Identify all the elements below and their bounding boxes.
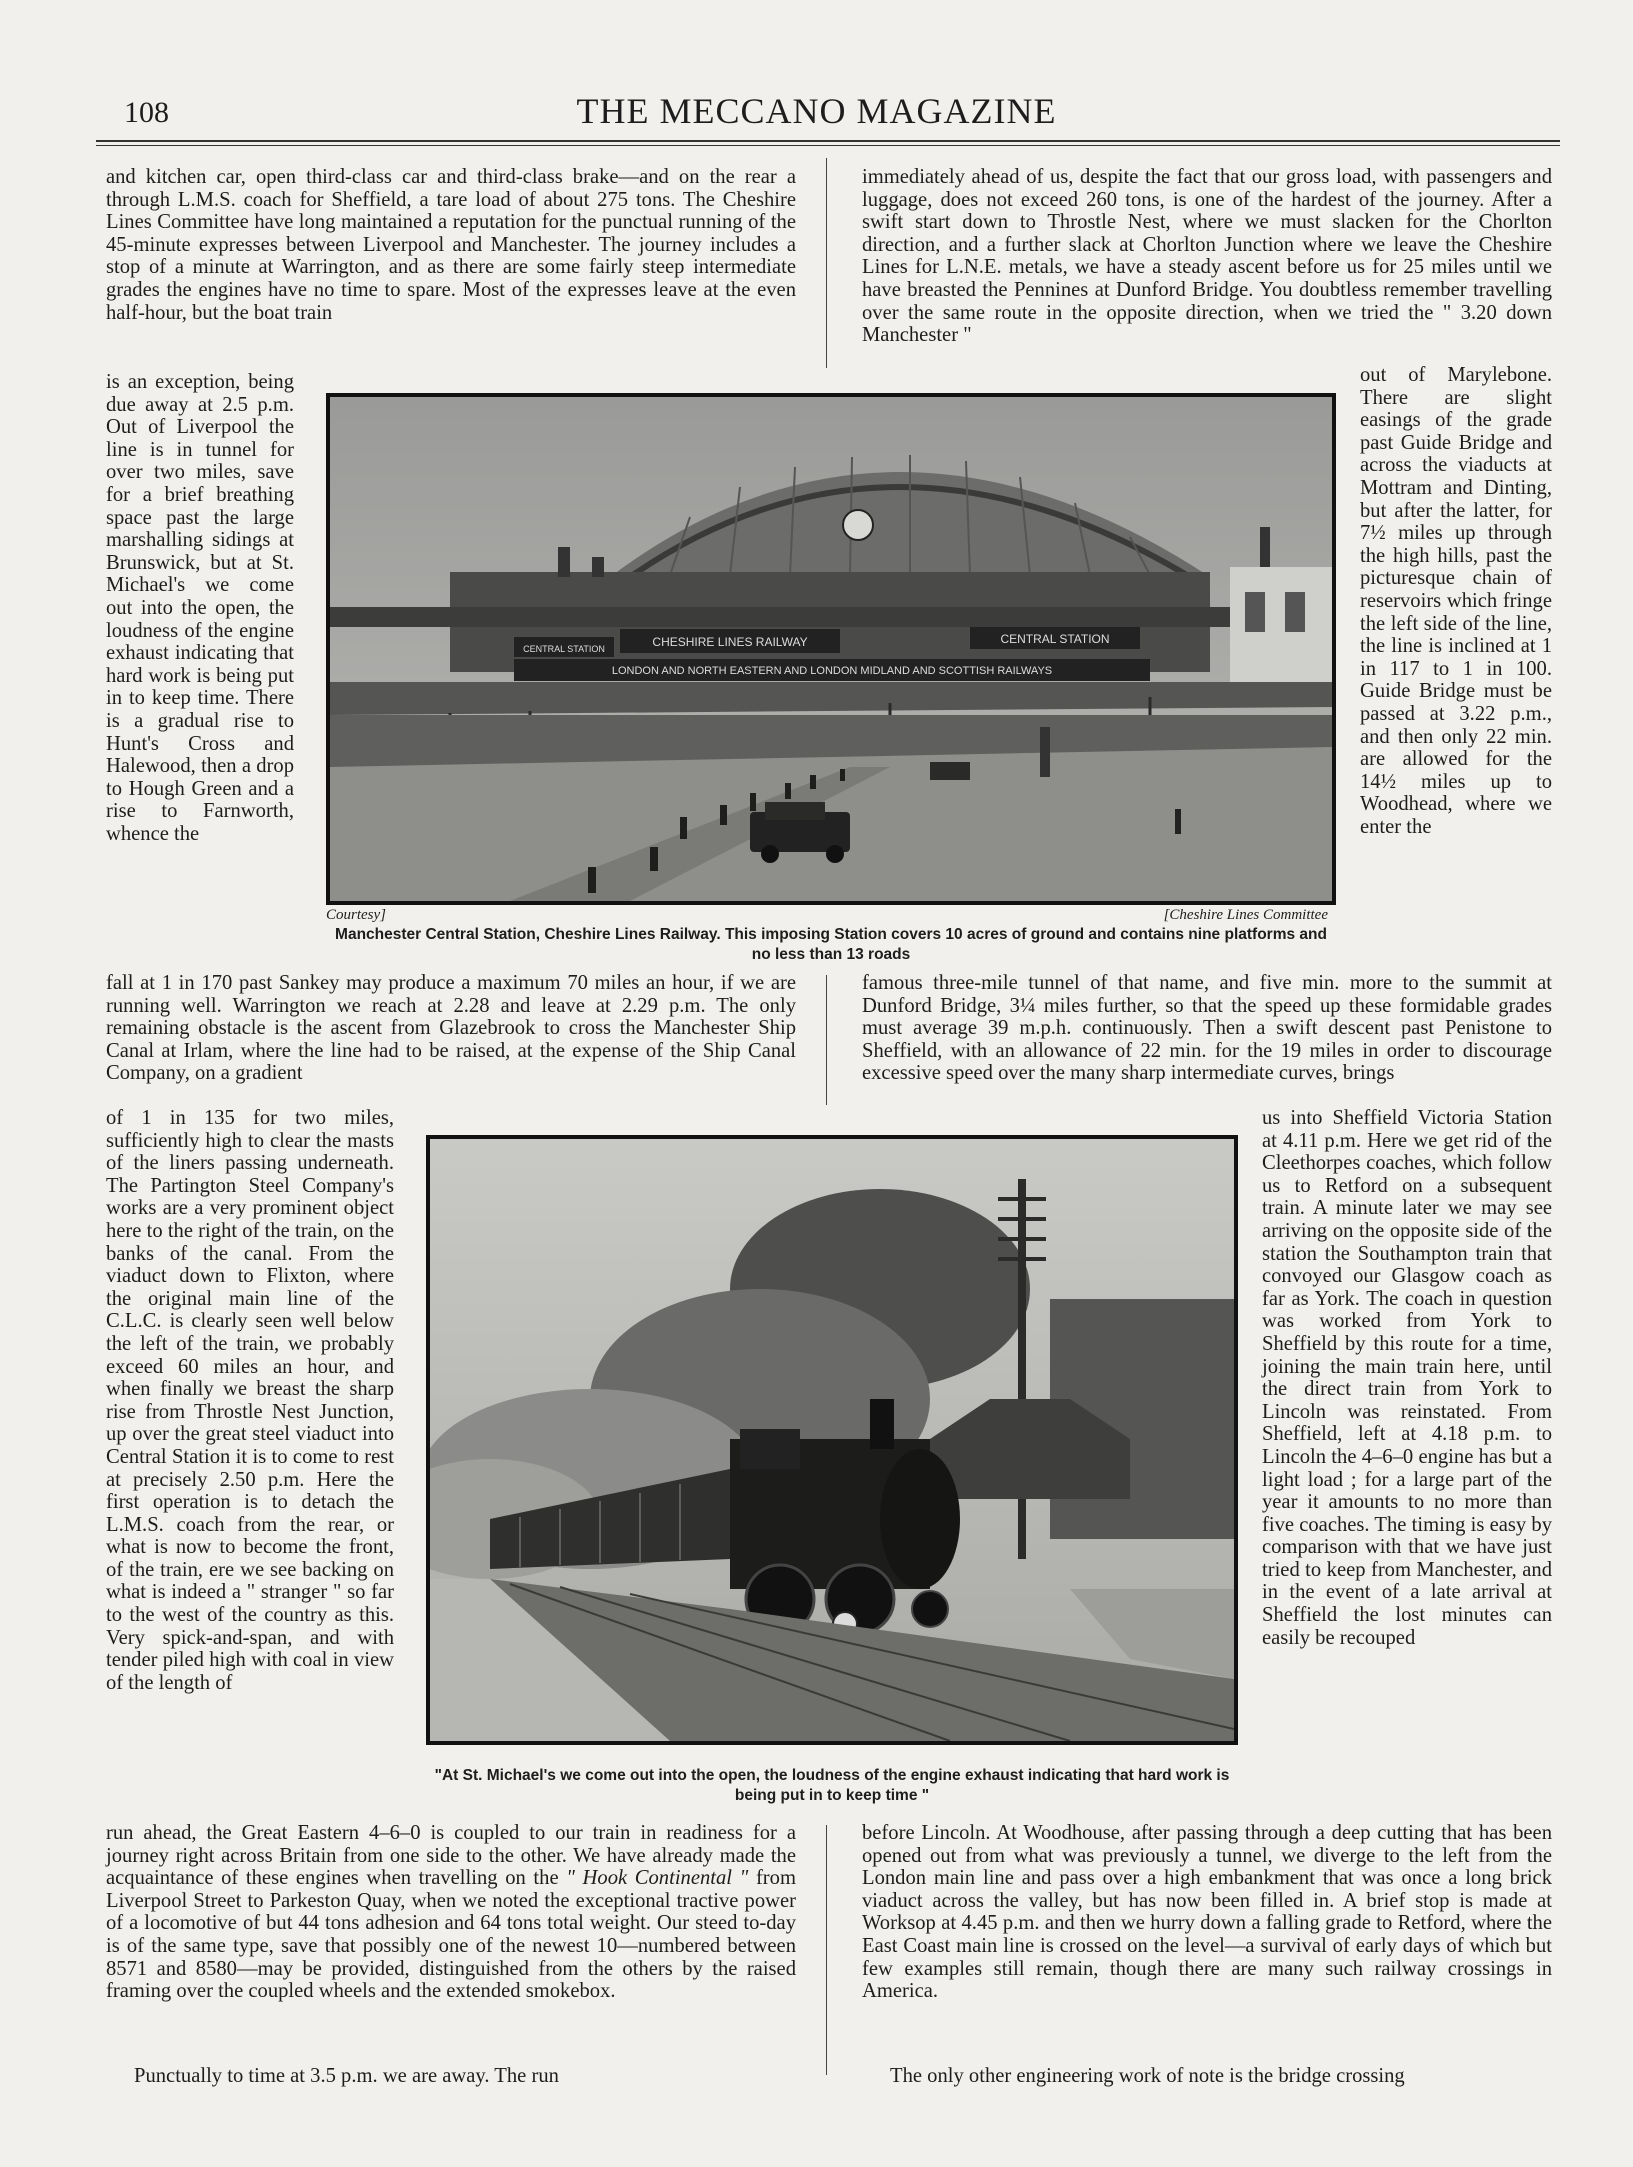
page-number: 108 bbox=[124, 96, 169, 129]
header-rule bbox=[96, 140, 1560, 142]
sign-central-station-left: CENTRAL STATION bbox=[523, 644, 605, 654]
sign-cheshire-lines: CHESHIRE LINES RAILWAY bbox=[652, 635, 808, 649]
station-illustration bbox=[330, 397, 1332, 901]
col1-paragraph-last: Punctually to time at 3.5 p.m. we are away. The run bbox=[134, 2065, 559, 2087]
header-rule-thin bbox=[96, 145, 1560, 146]
col2-paragraph-top: immediately ahead of us, despite the fact that our gross load, with passengers and luggage, does not exceed 260 tons, is one of the hardest of the journey. After a swift start down to Throstle Nest, where we must slacken for the Chorlton direction, and a further slack at Chorlton Junction where we leave the Cheshire Lines for L.N.E. metals, we have a steady ascent before us for 25 miles until we have breasted the Pennines at Dunford Bridge. You doubtless remember travelling over the same route in the opposite direction, when we tried the " 3.20 down Manchester " bbox=[862, 166, 1552, 347]
col1-wrap-text-1: is an exception, being due away at 2.5 p.m. Out of Liverpool the line is in tunnel for over two miles, save for a brief breathing space past the large marshalling sidings at Brunswick, but at St. Michael's we come out into the open, the loudness of the engine exhaust indicating that hard work is being put in to keep time. There is a gradual rise to Hunt's Cross and Halewood, then a drop to Hough Green and a rise to Farnworth, whence the bbox=[106, 371, 294, 845]
station-photo bbox=[326, 393, 1336, 905]
station-photo-caption: Manchester Central Station, Cheshire Lines Railway. This imposing Station covers 10 acres of ground and contains nine platforms and no less than 13 roads bbox=[335, 926, 1327, 963]
locomotive-photo bbox=[426, 1135, 1238, 1745]
sign-central-station-right: CENTRAL STATION bbox=[1000, 632, 1110, 646]
magazine-title: THE MECCANO MAGAZINE bbox=[576, 91, 1057, 131]
col2-paragraph-middle: famous three-mile tunnel of that name, and five min. more to the summit at Dunford Bridge, 3¼ miles further, so that the speed up these formidable grades must average 39 m.p.h. continuously. Then a swift descent past Penistone to Sheffield, with an allowance of 22 min. for the 19 miles in order to discourage excessive speed over the many sharp intermediate curves, brings bbox=[862, 972, 1552, 1085]
column-divider-middle bbox=[826, 975, 827, 1105]
locomotive-photo-caption: "At St. Michael's we come out into the open, the loudness of the engine exhaust indicating that hard work is being put in to keep time " bbox=[434, 1767, 1230, 1804]
col1-bottom-text-a: run ahead, the Great Eastern 4–6–0 is coupled to our train in readiness for a journey right across Britain from one side to the other. We have already made the acquaintance of these engines when travelling on the bbox=[106, 1822, 796, 1890]
col2-paragraph-bottom: before Lincoln. At Woodhouse, after passing through a deep cutting that has been opened out from what was previously a tunnel, we diverge to the left from the London main line and pass over a high embankment that was once a long brick viaduct across the valley, but has now been filled in. A brief stop is made at Worksop at 4.45 p.m. and then we hurry down a falling grade to Retford, where the East Coast main line is crossed on the level—a survival of early days of which but few examples still remain, though there are many such railway crossings in America. bbox=[862, 1822, 1552, 2003]
sign-railways: LONDON AND NORTH EASTERN AND LONDON MIDLAND AND SCOTTISH RAILWAYS bbox=[611, 665, 1053, 677]
col1-paragraph-bottom bbox=[106, 1822, 796, 2003]
photo-credit-courtesy: Courtesy] bbox=[326, 907, 386, 923]
col2-paragraph-last: The only other engineering work of note is the bridge crossing bbox=[890, 2065, 1405, 2087]
col2-wrap-text-1: out of Marylebone. There are slight easings of the grade past Guide Bridge and across the viaducts at Mottram and Dinting, but after the latter, for 7½ miles up through the high hills, past the picturesque chain of reservoirs which fringe the left side of the line, the line is inclined at 1 in 117 to 1 in 100. Guide Bridge must be passed at 3.22 p.m., and then only 22 min. are allowed for the 14½ miles up to Woodhead, where we enter the bbox=[1360, 364, 1552, 838]
locomotive-illustration bbox=[430, 1139, 1234, 1741]
photo-credit-source: [Cheshire Lines Committee bbox=[1163, 907, 1328, 923]
col1-paragraph-top: and kitchen car, open third-class car and third-class brake—and on the rear a through L.M.S. coach for Sheffield, a tare load of about 275 tons. The Cheshire Lines Committee have long maintained a reputation for the punctual running of the 45-minute expresses between Liverpool and Manchester. The journey includes a stop of a minute at Warrington, and as there are some fairly steep intermediate grades the engines have no time to spare. Most of the expresses leave at the even half-hour, but the boat train bbox=[106, 166, 796, 324]
clock-icon bbox=[843, 510, 873, 540]
col1-paragraph-middle: fall at 1 in 170 past Sankey may produce a maximum 70 miles an hour, if we are running well. Warrington we reach at 2.28 and leave at 2.29 p.m. The only remaining obstacle is the ascent from Glazebrook to cross the Manchester Ship Canal at Irlam, where the line had to be raised, at the expense of the Ship Canal Company, on a gradient bbox=[106, 972, 796, 1085]
col1-wrap-text-2: of 1 in 135 for two miles, sufficiently high to clear the masts of the liners passing underneath. The Partington Steel Company's works are a very prominent object here to the right of the train, on the banks of the canal. From the viaduct down to Flixton, where the original main line of the C.L.C. is clearly seen well below the left of the train, we probably exceed 60 miles an hour, and when finally we breast the sharp rise from Throstle Nest Junction, up over the great steel viaduct into Central Station it is to come to rest at precisely 2.50 p.m. Here the first operation is to detach the L.M.S. coach from the rear, or what is now to become the front, of the train, ere we see backing on what is indeed a " stranger " so far to the west of the country as this. Very spick-and-span, and with tender piled high with coal in view of the length of bbox=[106, 1107, 394, 1694]
col2-wrap-text-2: us into Sheffield Victoria Station at 4.11 p.m. Here we get rid of the Cleethorpes coaches, which follow us to Retford on a subsequent train. A minute later we may see arriving on the opposite side of the station the Southampton train that convoyed our Glasgow coach as far as York. The coach in question was worked from York to Sheffield by this route for a time, joining the main train here, until the direct train from York to Lincoln was reinstated. From Sheffield, left at 4.18 p.m. to Lincoln the 4–6–0 engine has but a light load ; for a large part of the year it amounts to no more than five coaches. The timing is easy by comparison with that we have just tried to keep from Manchester, and in the event of a late arrival at Sheffield the lost minutes can easily be recouped bbox=[1262, 1107, 1552, 1649]
column-divider-bottom bbox=[826, 1825, 827, 2075]
hook-continental-title: " Hook Continental " bbox=[566, 1867, 749, 1890]
col1-bottom-text-b: from Liverpool Street to Parkeston Quay, when we noted the exceptional tractive power of a locomotive of but 44 tons adhesion and 64 tons total weight. Our steed to-day is of the same type, save that possibly one of the newest 10—numbered between 8571 and 8580—may be provided, distinguished from the others by the raised framing over the coupled wheels and the extended smokebox. bbox=[106, 1867, 796, 2003]
column-divider-top bbox=[826, 158, 827, 368]
